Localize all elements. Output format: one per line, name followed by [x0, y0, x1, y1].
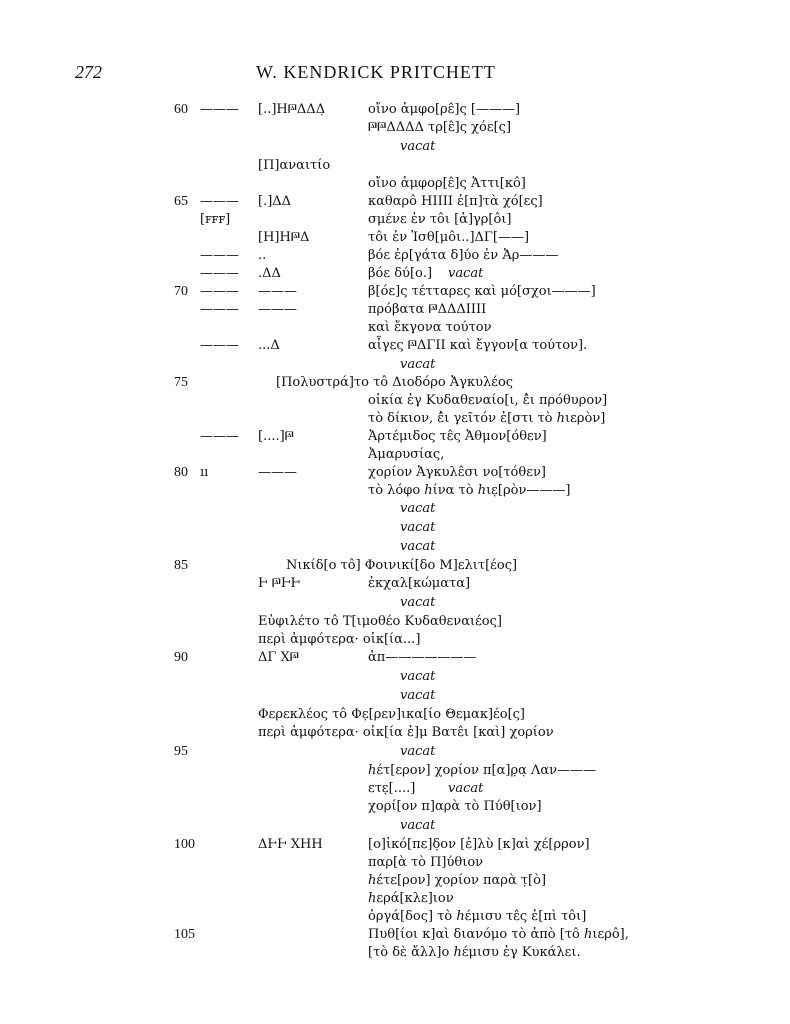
text-line [0, 373, 790, 393]
text-line [0, 264, 790, 284]
numeral-column-1: ——— [200, 429, 239, 444]
text-line [0, 518, 790, 538]
numeral-column-2: [Π]αναιτίο [258, 158, 331, 173]
text-line [0, 355, 790, 375]
text-line [0, 391, 790, 411]
text-line [0, 481, 790, 501]
greek-text: 𐅄𐅄ΔΔΔΔ τρ[ε̂]ς χόε[ς] [368, 120, 512, 135]
text-line [0, 667, 790, 687]
numeral-column-1: ——— [200, 248, 239, 263]
numeral-column-1: [ꜰꜰꜰ] [200, 212, 231, 227]
numeral-column-1: ——— [200, 338, 239, 353]
text-line [0, 192, 790, 212]
numeral-column-2: Ͱ 𐅄ͰͰ [258, 576, 301, 591]
greek-text-wide: Φερεκλέος τô Φε̣[ρεν]ικα[ίο Θεμακ]έο[ς] [258, 707, 526, 722]
greek-text: βόε δύ[ο.] [368, 266, 433, 281]
greek-text: χορίον Ἀγκυλε̂σι νο[τόθεν] [368, 465, 546, 480]
numeral-column-2: [.]ΔΔ [258, 194, 292, 209]
greek-text: ἐκχαλ[κώματα] [368, 576, 471, 591]
vacat-note: vacat [400, 539, 436, 554]
greek-text: οἴνο ἀμφορ[ε̂]ς Ἀττι[κô] [368, 176, 526, 191]
greek-text: ℎέτ[ερον] χορίον π[α]ρ̣α̣ Λαν——— [368, 763, 597, 778]
greek-text-wide: Νικίδ[ο τô] Φοινικί[δο Μ]ελιτ[έος] [286, 558, 518, 573]
greek-text: β[όε]ς τέτταρες καὶ μό[σχοι———] [368, 284, 596, 299]
line-number: 70 [174, 284, 188, 299]
vacat-note: vacat [448, 266, 484, 281]
numeral-column-1: ——— [200, 302, 239, 317]
greek-text: τôι ἐν Ἰσθ[μôι..]ΔΓ[——] [368, 230, 530, 245]
numeral-column-2: ——— [258, 465, 297, 480]
text-line [0, 300, 790, 320]
text-line [0, 445, 790, 465]
text-line [0, 612, 790, 632]
text-line [0, 761, 790, 781]
text-line [0, 816, 790, 836]
text-line [0, 593, 790, 613]
vacat-note: vacat [448, 781, 484, 796]
numeral-column-1: ——— [200, 102, 239, 117]
vacat-note: vacat [400, 357, 436, 372]
text-line [0, 427, 790, 447]
numeral-column-1: ——— [200, 284, 239, 299]
greek-text: ετε̣[....] [368, 781, 416, 796]
text-line [0, 336, 790, 356]
greek-text: ὀργά[δος] τὸ ℎέμισυ τε̂ς ἐ[πὶ τôι] [368, 909, 587, 924]
greek-text: καθαρô ΗΙΙΙΙ ἐ[π]τὰ χό[ες] [368, 194, 543, 209]
text-line [0, 835, 790, 855]
text-line [0, 246, 790, 266]
vacat-note: vacat [400, 595, 436, 610]
numeral-column-2: ...Δ [258, 338, 280, 353]
greek-text: Πυθ[ίοι κ]αὶ διανόμο τὸ ἀπὸ [τô ℎιερô], [368, 927, 629, 942]
text-line [0, 282, 790, 302]
greek-text: [τὸ δὲ ἄλλ]ο ℎέμισυ ἐγ Κυκάλει. [368, 945, 581, 960]
numeral-column-2: [....]𐅄 [258, 429, 294, 444]
greek-text-wide: περὶ ἀμφότερα· οἰκ[ία ἐ]μ Βατε̂ι [καὶ] χορίον [258, 725, 554, 740]
line-number: 80 [174, 465, 188, 480]
vacat-note: vacat [400, 520, 436, 535]
greek-text: οἴνο ἀμφο[ρε̂]ς [———] [368, 102, 521, 117]
greek-text: τὸ δίκιον, ἐ̂ι γεῖτόν ἐ[στι τὸ ℎιερὸν] [368, 411, 606, 426]
greek-text: οἰκία ἐγ Κυδαθεναίο[ι, ἐ̂ι πρόθυρον] [368, 393, 608, 408]
text-line [0, 210, 790, 230]
text-line [0, 907, 790, 927]
text-line [0, 925, 790, 945]
greek-text: χορί[ον π]αρὰ τὸ Πύθ[ιον] [368, 799, 542, 814]
running-head: W. KENDRICK PRITCHETT [256, 62, 496, 82]
text-line [0, 686, 790, 706]
greek-text: ℎερά[κλε]ιον [368, 891, 454, 906]
text-line [0, 630, 790, 650]
greek-text: τὸ λόφο ℎίνα τὸ ℎιε̣[ρὸν———] [368, 483, 571, 498]
text-line [0, 853, 790, 873]
text-line [0, 137, 790, 157]
text-line [0, 556, 790, 576]
numeral-column-1: ——— [200, 266, 239, 281]
line-number: 90 [174, 650, 188, 665]
greek-text: αἶγες 𐅄ΔΓΙΙ καὶ ἔγγον[α τούτον]. [368, 338, 588, 353]
numeral-column-2: .ΔΔ [258, 266, 281, 281]
numeral-column-2: ΔΓ Χ𐅄 [258, 650, 299, 665]
greek-text: καὶ ἔκγονα τούτον [368, 320, 492, 335]
numeral-column-2: ——— [258, 302, 297, 317]
vacat-note: vacat [400, 139, 436, 154]
text-line [0, 943, 790, 963]
greek-text: Ἀρτέμιδος τε̂ς Ἀθμον[όθεν] [368, 429, 547, 444]
greek-text-wide: [Πολυστρά]το τô Διοδόρο Ἀγκυλέος [276, 375, 514, 390]
vacat-note: vacat [400, 818, 436, 833]
text-line [0, 537, 790, 557]
text-line [0, 723, 790, 743]
text-line [0, 463, 790, 483]
text-line [0, 889, 790, 909]
text-line [0, 779, 790, 799]
numeral-column-2: ——— [258, 284, 297, 299]
text-line [0, 100, 790, 120]
page-number: 272 [75, 62, 102, 82]
line-number: 75 [174, 375, 188, 390]
text-line [0, 156, 790, 176]
text-line [0, 174, 790, 194]
greek-text: Ἀμαρυσίας, [368, 447, 445, 462]
line-number: 65 [174, 194, 188, 209]
greek-text: ἀπ——————— [368, 650, 477, 665]
text-line [0, 499, 790, 519]
numeral-column-2: ΔͰͰ ΧΗΗ [258, 837, 323, 852]
vacat-note: vacat [400, 688, 436, 703]
numeral-column-2: .. [258, 248, 267, 263]
line-number: 85 [174, 558, 188, 573]
text-line [0, 705, 790, 725]
line-number: 105 [174, 927, 195, 942]
vacat-note: vacat [400, 501, 436, 516]
text-line [0, 118, 790, 138]
greek-text: ℎέτε[ρον] χορίον παρὰ τ̣[ὸ] [368, 873, 547, 888]
text-line [0, 871, 790, 891]
text-line [0, 318, 790, 338]
greek-text: πρόβατα 𐅄ΔΔΔΙΙΙΙ [368, 302, 487, 317]
text-line [0, 409, 790, 429]
greek-text: παρ[ὰ τὸ Π]ύθιον [368, 855, 484, 870]
greek-text: σμένε ἐν τôι [ἀ]γρ[ôι] [368, 212, 512, 227]
numeral-column-1: ıı [200, 465, 209, 480]
vacat-note: vacat [400, 744, 436, 759]
numeral-column-2: [Η]Η𐅄Δ [258, 230, 310, 245]
text-line [0, 574, 790, 594]
text-line [0, 797, 790, 817]
numeral-column-2: [..]Η𐅄ΔΔΔ̣ [258, 102, 326, 117]
line-number: 100 [174, 837, 195, 852]
greek-text-wide: Εὐφιλέτο τô Τ[ιμοθέο Κυδαθεναιέος] [258, 614, 502, 629]
greek-text-wide: περὶ ἀμφότερα· οἰκ[ία...] [258, 632, 421, 647]
greek-text: βόε ἐρ[γάτα δ]ύο ἐν Ἀρ——— [368, 248, 559, 263]
text-line [0, 228, 790, 248]
line-number: 95 [174, 744, 188, 759]
vacat-note: vacat [400, 669, 436, 684]
line-number: 60 [174, 102, 188, 117]
text-line [0, 648, 790, 668]
text-line [0, 742, 790, 762]
numeral-column-1: ——— [200, 194, 239, 209]
greek-text: [ο]ἰκό[πε]δ̣ον [ἐ]λὺ [κ]αὶ χέ[ρρον] [368, 837, 590, 852]
